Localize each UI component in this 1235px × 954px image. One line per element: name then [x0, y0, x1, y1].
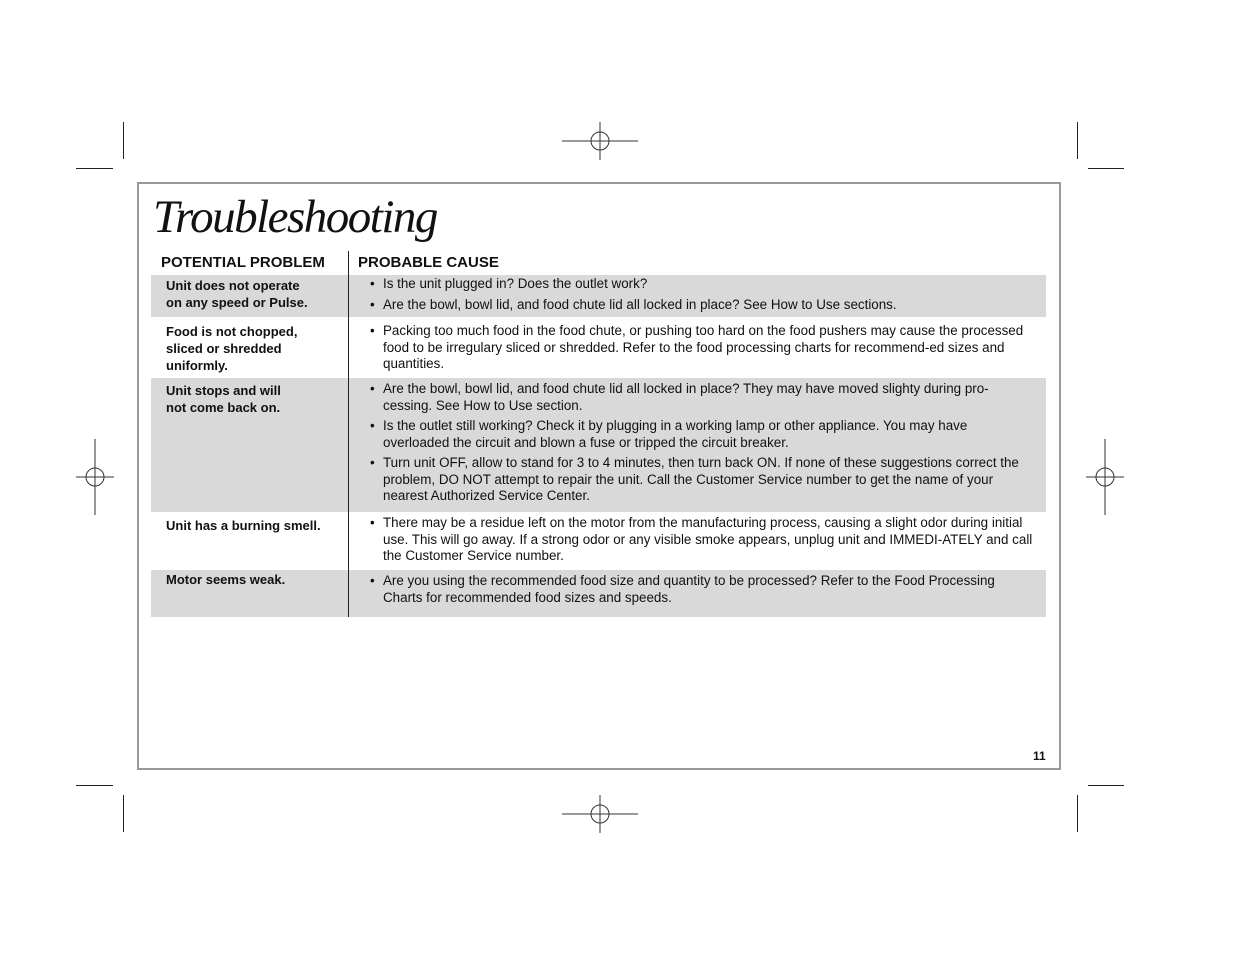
- problem-column-header: POTENTIAL PROBLEM: [161, 254, 325, 271]
- crop-mark: [1077, 795, 1078, 832]
- problem-text: Unit has a burning smell.: [166, 518, 321, 533]
- cause-item: • Turn unit OFF, allow to stand for 3 to 4 minutes, then turn back ON. If none of these suggestions correct the problem, DO NOT attempt to repair the unit. Call the Customer Service number to get the name of your nearest Authorized Service Center.: [370, 455, 1036, 505]
- crop-mark: [1077, 122, 1078, 159]
- table-row: [151, 512, 1046, 570]
- registration-mark-icon: [76, 439, 114, 515]
- cause-item: • There may be a residue left on the motor from the manufacturing process, causing a slight odor during initial use. This will go away. If a strong odor or any visible smoke appears, unplug unit and IMMEDI-ATELY and call the Customer Service number.: [370, 515, 1036, 565]
- table-row: [151, 317, 1046, 378]
- problem-text: Motor seems weak.: [166, 572, 286, 587]
- crop-mark: [76, 785, 113, 786]
- crop-mark: [123, 122, 124, 159]
- registration-mark-icon: [562, 795, 638, 833]
- problem-text: Food is not chopped, sliced or shredded uniformly.: [166, 324, 298, 373]
- column-divider: [348, 251, 349, 617]
- cause-column-header: PROBABLE CAUSE: [358, 254, 499, 271]
- cause-item: • Are you using the recommended food size and quantity to be processed? Refer to the Food Processing Charts for recommended food sizes and speeds.: [370, 573, 1036, 606]
- cause-item: • Packing too much food in the food chute, or pushing too hard on the food pushers may cause the processed food to be irregulary sliced or shredded. Refer to the food processing charts for recommend-ed sizes and quantities.: [370, 323, 1036, 373]
- cause-list: [370, 515, 1036, 569]
- crop-mark: [1088, 168, 1124, 169]
- crop-mark: [76, 168, 113, 169]
- page-number: 11: [1033, 749, 1046, 763]
- crop-mark: [123, 795, 124, 832]
- cause-list: [370, 573, 1036, 610]
- cause-item: • Are the bowl, bowl lid, and food chute lid all locked in place? See How to Use sections.: [370, 297, 1036, 314]
- problem-text: Unit stops and will not come back on.: [166, 383, 281, 415]
- cause-list: [370, 323, 1036, 377]
- cause-item: • Is the unit plugged in? Does the outlet work?: [370, 276, 1036, 293]
- cause-item: • Is the outlet still working? Check it by plugging in a working lamp or other appliance. You may have overloaded the circuit and blown a fuse or tripped the circuit breaker.: [370, 418, 1036, 451]
- problem-text: Unit does not operate on any speed or Pulse.: [166, 278, 308, 310]
- registration-mark-icon: [1086, 439, 1124, 515]
- crop-mark: [1088, 785, 1124, 786]
- table-row: [151, 570, 1046, 617]
- page-title: Troubleshooting: [153, 191, 437, 243]
- registration-mark-icon: [562, 122, 638, 160]
- table-row: [151, 275, 1046, 317]
- table-row: [151, 378, 1046, 512]
- cause-list: [370, 276, 1036, 317]
- cause-item: • Are the bowl, bowl lid, and food chute lid all locked in place? They may have moved slighty during pro-cessing. See How to Use section.: [370, 381, 1036, 414]
- cause-list: [370, 381, 1036, 509]
